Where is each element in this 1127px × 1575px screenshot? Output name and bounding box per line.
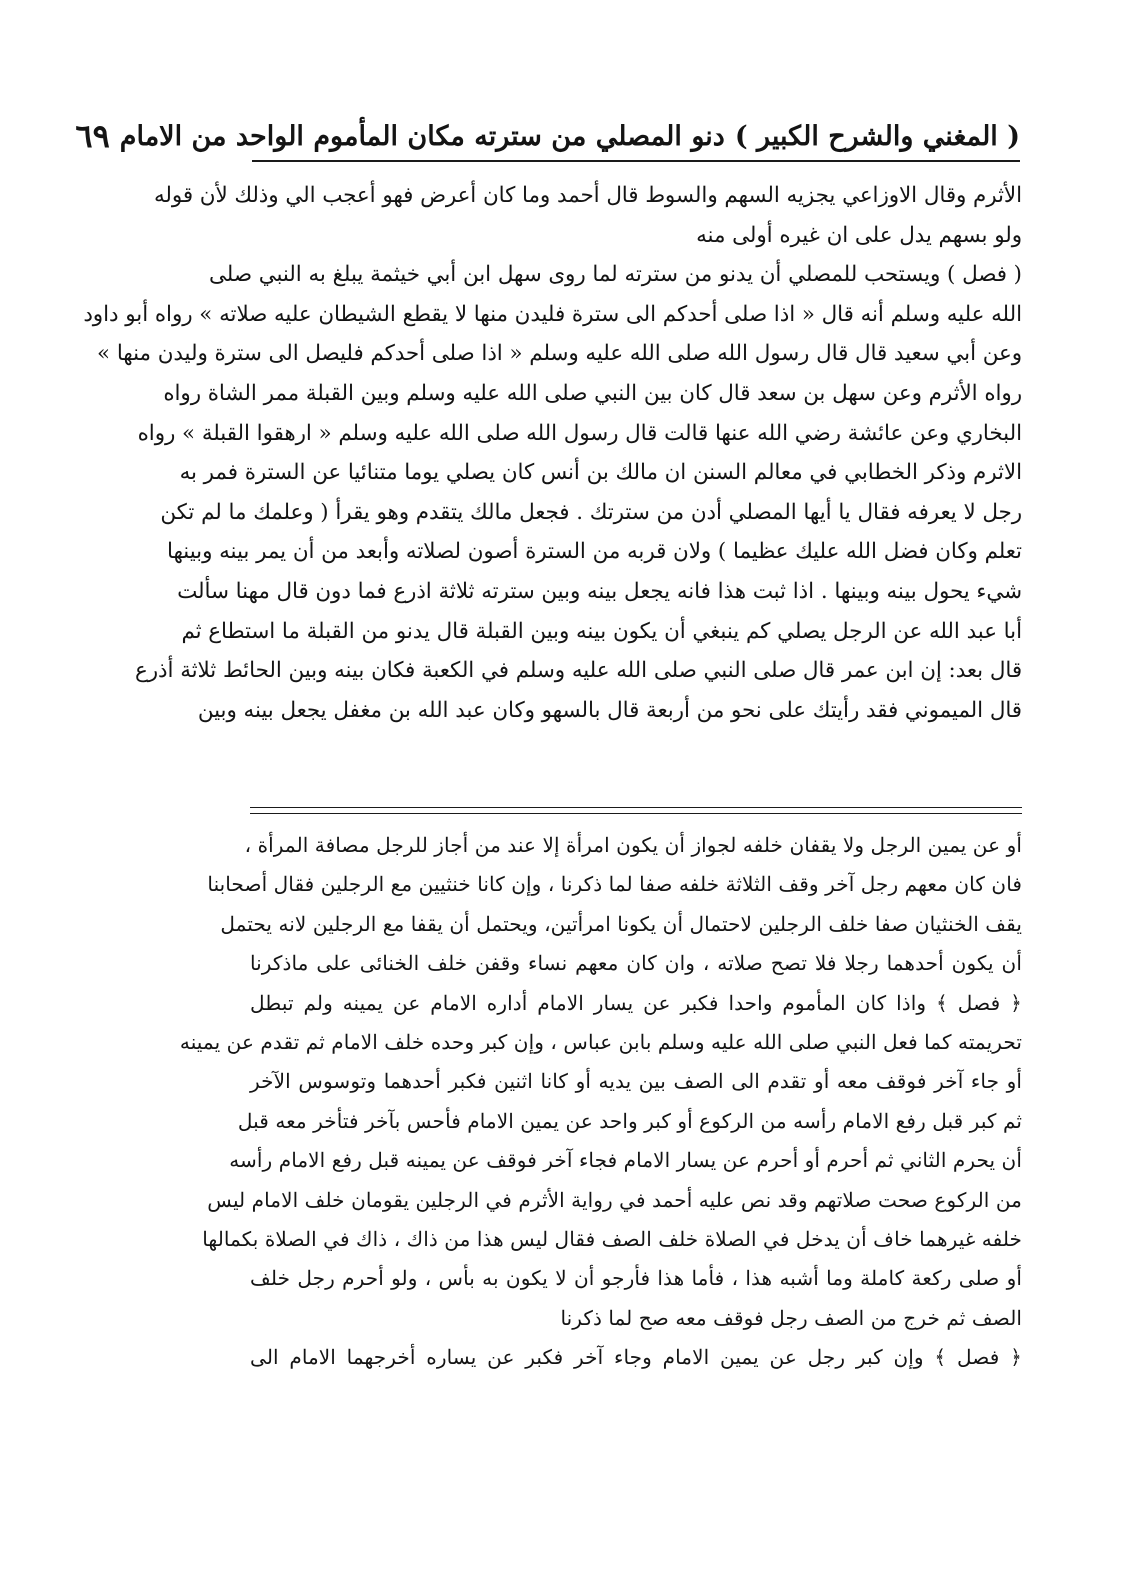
main-text-line: ولو بسهم يدل على ان غيره أولى منه	[696, 222, 1022, 248]
main-text-line: قال بعد: إن ابن عمر قال صلى النبي صلى الله عليه وسلم في الكعبة فكان بينه وبين الحائط ثلاثة أذرع	[135, 658, 1022, 684]
commentary-text	[179, 826, 1022, 1377]
commentary-line: أن يكون أحدهما رجلا فلا تصح صلاته ، وان كان معهم نساء وقفن خلف الخنائى على ماذكرنا	[250, 951, 1022, 976]
main-text-line: الأثرم وقال الاوزاعي يجزيه السهم والسوط قال أحمد وما كان أعرض فهو أعجب الي وذلك لأن قوله	[153, 183, 1022, 208]
main-text-line: أبا عبد الله عن الرجل يصلي كم ينبغي أن يكون بينه وبين القبلة قال يدنو من القبلة ما استطاع ثم	[181, 618, 1022, 644]
commentary-line: من الركوع صحت صلاتهم وقد نص عليه أحمد في رواية الأثرم في الرجلين يقومان خلف الامام ليس	[207, 1187, 1022, 1212]
main-text-line: وعن أبي سعيد قال قال رسول الله صلى الله عليه وسلم « اذا صلى أحدكم فليصل الى سترة وليدن منها »	[97, 341, 1022, 367]
main-text-line: البخاري وعن عائشة رضي الله عنها قالت قال رسول الله صلى الله عليه وسلم « ارهقوا القبلة » رواه	[137, 420, 1022, 446]
footnote-separator	[250, 807, 1022, 814]
main-text-line: الله عليه وسلم أنه قال « اذا صلى أحدكم الى سترة فليدن منها لا يقطع الشيطان عليه صلاته » رواه أبو داود	[83, 301, 1022, 327]
commentary-line: ﴿ فصل ﴾ واذا كان المأموم واحدا فكبر عن يسار الامام أداره الامام عن يمينه ولم تبطل	[250, 990, 1022, 1015]
commentary-line: ﴿ فصل ﴾ وإن كبر رجل عن يمين الامام وجاء آخر فكبر عن يساره أخرجهما الامام الى	[250, 1345, 1022, 1370]
commentary-line: أو عن يمين الرجل ولا يقفان خلفه لجواز أن يكون امرأة إلا عند من أجاز للرجل مصافة المرأة ،	[244, 833, 1022, 857]
commentary-line: فان كان معهم رجل آخر وقف الثلاثة خلفه صفا لما ذكرنا ، وإن كانا خنثيين مع الرجلين فقال أصحابنا	[207, 872, 1022, 897]
main-text-line: رجل لا يعرفه فقال يا أيها المصلي أدن من سترتك . فجعل مالك يتقدم وهو يقرأ ( وعلمك ما لم تكن	[160, 499, 1022, 525]
main-text-line: ( فصل ) ويستحب للمصلي أن يدنو من سترته لما روى سهل ابن أبي خيثمة يبلغ به النبي صلى	[209, 262, 1022, 288]
commentary-line: ثم كبر قبل رفع الامام رأسه من الركوع أو كبر واحد عن يمين الامام فأحس بآخر فتأخر معه قبل	[237, 1108, 1022, 1133]
main-text-line: الاثرم وذكر الخطابي في معالم السنن ان مالك بن أنس كان يصلي يوما متنائيا عن السترة فمر به	[179, 460, 1022, 486]
main-text-line: شيء يحول بينه وبينها . اذا ثبت هذا فانه يجعل بينه وبين سترته ثلاثة اذرع فما دون قال مهنا سألت	[177, 578, 1022, 604]
running-header	[75, 112, 1020, 162]
main-text-line: رواه الأثرم وعن سهل بن سعد قال كان بين النبي صلى الله عليه وسلم وبين القبلة ممر الشاة رواه	[163, 380, 1022, 406]
commentary-line: الصف ثم خرج من الصف رجل فوقف معه صح لما ذكرنا	[560, 1305, 1022, 1330]
chapter-title: دنو المصلي من سترته مكان المأموم الواحد من الامام	[119, 120, 725, 152]
book-title: ( المغني والشرح الكبير )	[734, 120, 1020, 152]
page-number: ٦٩	[75, 117, 110, 155]
commentary-line: أو جاء آخر فوقف معه أو تقدم الى الصف بين يديه أو كانا اثنين فكبر أحدهما وتوسوس الآخر	[250, 1069, 1022, 1094]
main-text	[83, 176, 1022, 730]
commentary-line: خلفه غيرهما خاف أن يدخل في الصلاة خلف الصف فقال ليس هذا من ذاك ، ذاك في الصلاة بكمالها	[202, 1226, 1022, 1251]
commentary-line: أن يحرم الثاني ثم أحرم أو أحرم عن يسار الامام فجاء آخر فوقف عن يمينه قبل رفع الامام رأسه	[229, 1148, 1022, 1173]
commentary-line: تحريمته كما فعل النبي صلى الله عليه وسلم بابن عباس ، وإن كبر وحده خلف الامام ثم تقدم عن يمينه	[179, 1029, 1022, 1054]
commentary-line: أو صلى ركعة كاملة وما أشبه هذا ، فأما هذا فأرجو أن لا يكون به بأس ، ولو أحرم رجل خلف	[250, 1266, 1022, 1291]
main-text-line: قال الميموني فقد رأيتك على نحو من أربعة قال بالسهو وكان عبد الله بن مغفل يجعل بينه وبين	[197, 697, 1022, 723]
main-text-line: تعلم وكان فضل الله عليك عظيما ) ولان قربه من السترة أصون لصلاته وأبعد من أن يمر بينه وبينها	[166, 539, 1022, 565]
commentary-line: يقف الخنثيان صفا خلف الرجلين لاحتمال أن يكونا امرأتين، ويحتمل أن يقفا مع الرجلين لانه يحتمل	[220, 911, 1022, 936]
